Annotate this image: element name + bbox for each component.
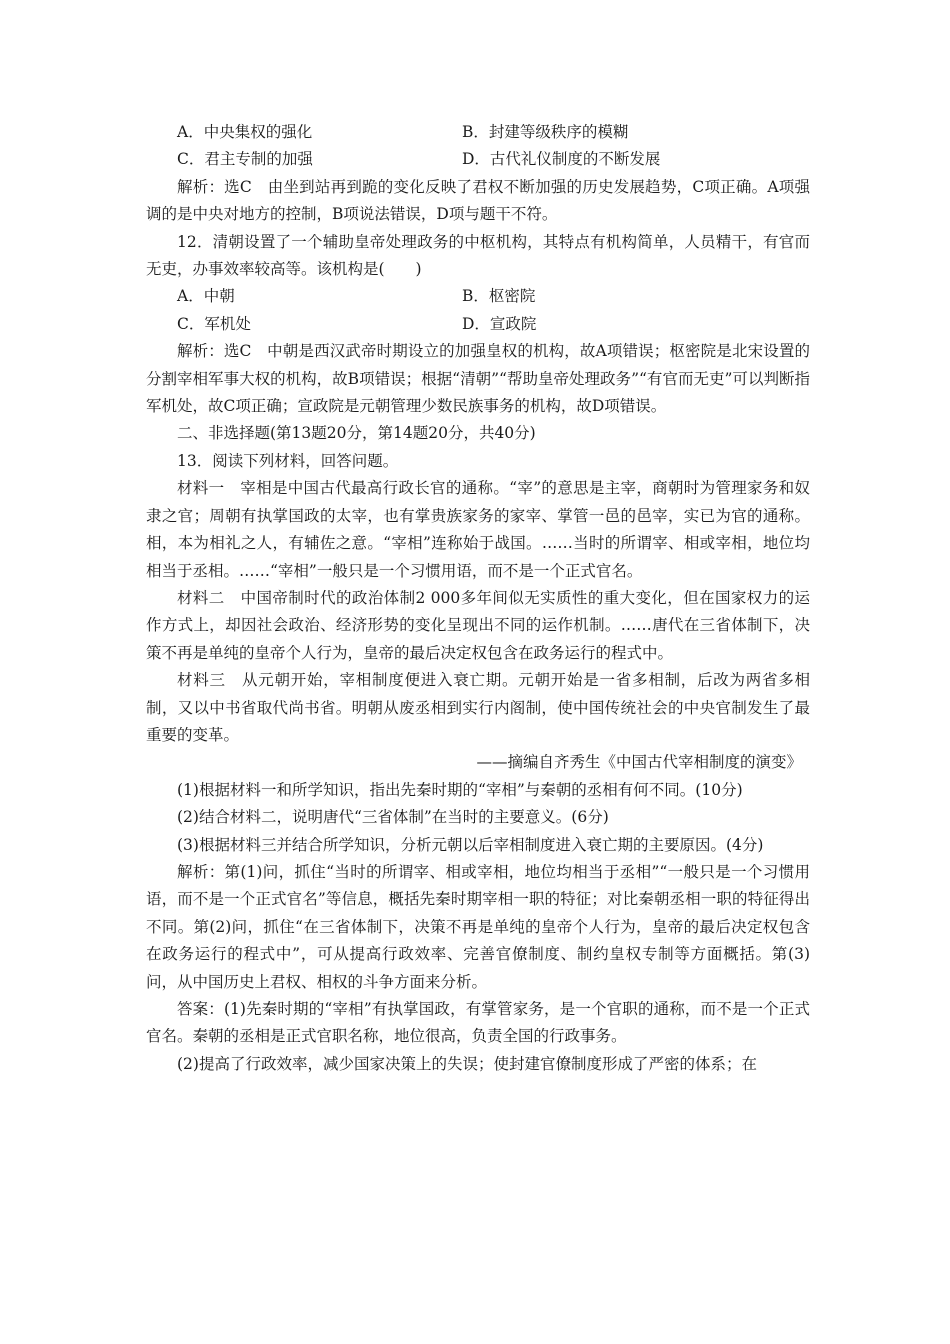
q13-material-2: 材料二 中国帝制时代的政治体制2 000多年间似无实质性的重大变化，但在国家权力的运作方式上，却因社会政治、经济形势的变化呈现出不同的运作机制。……唐代在三省体制下，决策不再是单纯的皇帝个人行为，皇帝的最后决定权包含在政务运行的程式中。 <box>146 588 810 662</box>
q12-option-d: D．宣政院 <box>462 314 537 333</box>
q13-material-1: 材料一 宰相是中国古代最高行政长官的通称。“宰”的意思是主宰，商朝时为管理家务和奴隶之官；周朝有执掌国政的太宰，也有掌贵族家务的家宰、掌管一邑的邑宰，实已为官的通称。相，本为相礼之人，有辅佐之意。“宰相”连称始于战国。……当时的所谓宰、相或宰相，地位均相当于丞相。……“宰相”一般只是一个习惯用语，而不是一个正式官名。 <box>146 479 810 580</box>
page-content <box>146 119 810 1078</box>
q11-option-a: A．中央集权的强化 <box>177 123 313 141</box>
q13-material-3: 材料三 从元朝开始，宰相制度便进入衰亡期。元朝开始是一省多相制，后改为两省多相制，又以中书省取代尚书省。明朝从废丞相到实行内阁制，使中国传统社会的中央官制发生了最重要的变革。 <box>146 671 810 744</box>
q13-analysis: 解析：第(1)问，抓住“当时的所谓宰、相或宰相，地位均相当于丞相”“一般只是一个习惯用语，而不是一个正式官名”等信息，概括先秦时期宰相一职的特征；对比秦朝丞相一职的特征得出不同。第(2)问，抓住“在三省体制下，决策不再是单纯的皇帝个人行为，皇帝的最后决定权包含在政务运行的程式中”，可从提高行政效率、完善官僚制度、制约皇权专制等方面概括。第(3)问，从中国历史上君权、相权的斗争方面来分析。 <box>146 862 810 991</box>
q13-answer-2: (2)提高了行政效率，减少国家决策上的失误；使封建官僚制度形成了严密的体系；在 <box>177 1054 757 1073</box>
q13-sub-question-1: (1)根据材料一和所学知识，指出先秦时期的“宰相”与秦朝的丞相有何不同。(10分) <box>177 780 743 799</box>
q12-option-a: A．中朝 <box>177 287 235 306</box>
q13-sub-question-3: (3)根据材料三并结合所学知识，分析元朝以后宰相制度进入衰亡期的主要原因。(4分) <box>177 835 764 854</box>
q11-analysis: 解析：选C 由坐到站再到跪的变化反映了君权不断加强的历史发展趋势，C项正确。A项强调的是中央对地方的控制，B项说法错误，D项与题干不符。 <box>146 177 810 224</box>
q12-stem: 12．清朝设置了一个辅助皇帝处理政务的中枢机构，其特点有机构简单，人员精干，有官而无吏，办事效率较高等。该机构是( ) <box>146 232 810 279</box>
q12-options-row-1 <box>146 283 810 310</box>
q12-options-row-2 <box>146 311 810 338</box>
q12-option-c: C．军机处 <box>177 314 251 333</box>
q13-sub-question-2: (2)结合材料二，说明唐代“三省体制”在当时的主要意义。(6分) <box>177 808 609 827</box>
q12-analysis: 解析：选C 中朝是西汉武帝时期设立的加强皇权的机构，故A项错误；枢密院是北宋设置的分割宰相军事大权的机构，故B项错误；根据“清朝”“帮助皇帝处理政务”“有官而无吏”可以判断指军机处，故C项正确；宣政院是元朝管理少数民族事务的机构，故D项错误。 <box>146 342 810 416</box>
q13-answer-1: 答案：(1)先秦时期的“宰相”有执掌国政，有掌管家务，是一个官职的通称，而不是一个正式官名。秦朝的丞相是正式官职名称，地位很高，负责全国的行政事务。 <box>146 1000 810 1046</box>
q13-source: ——摘编自齐秀生《中国古代宰相制度的演变》 <box>476 753 802 772</box>
q13-stem: 13．阅读下列材料，回答问题。 <box>177 451 399 470</box>
q11-options-row-2 <box>146 146 810 173</box>
q11-option-b: B．封建等级秩序的模糊 <box>462 123 629 141</box>
q12-option-b: B．枢密院 <box>462 287 536 306</box>
q11-option-c: C．君主专制的加强 <box>177 150 313 169</box>
q11-options-row-1 <box>146 119 810 146</box>
q11-option-d: D．古代礼仪制度的不断发展 <box>462 150 661 169</box>
section-heading: 二、非选择题(第13题20分，第14题20分，共40分) <box>177 424 536 443</box>
